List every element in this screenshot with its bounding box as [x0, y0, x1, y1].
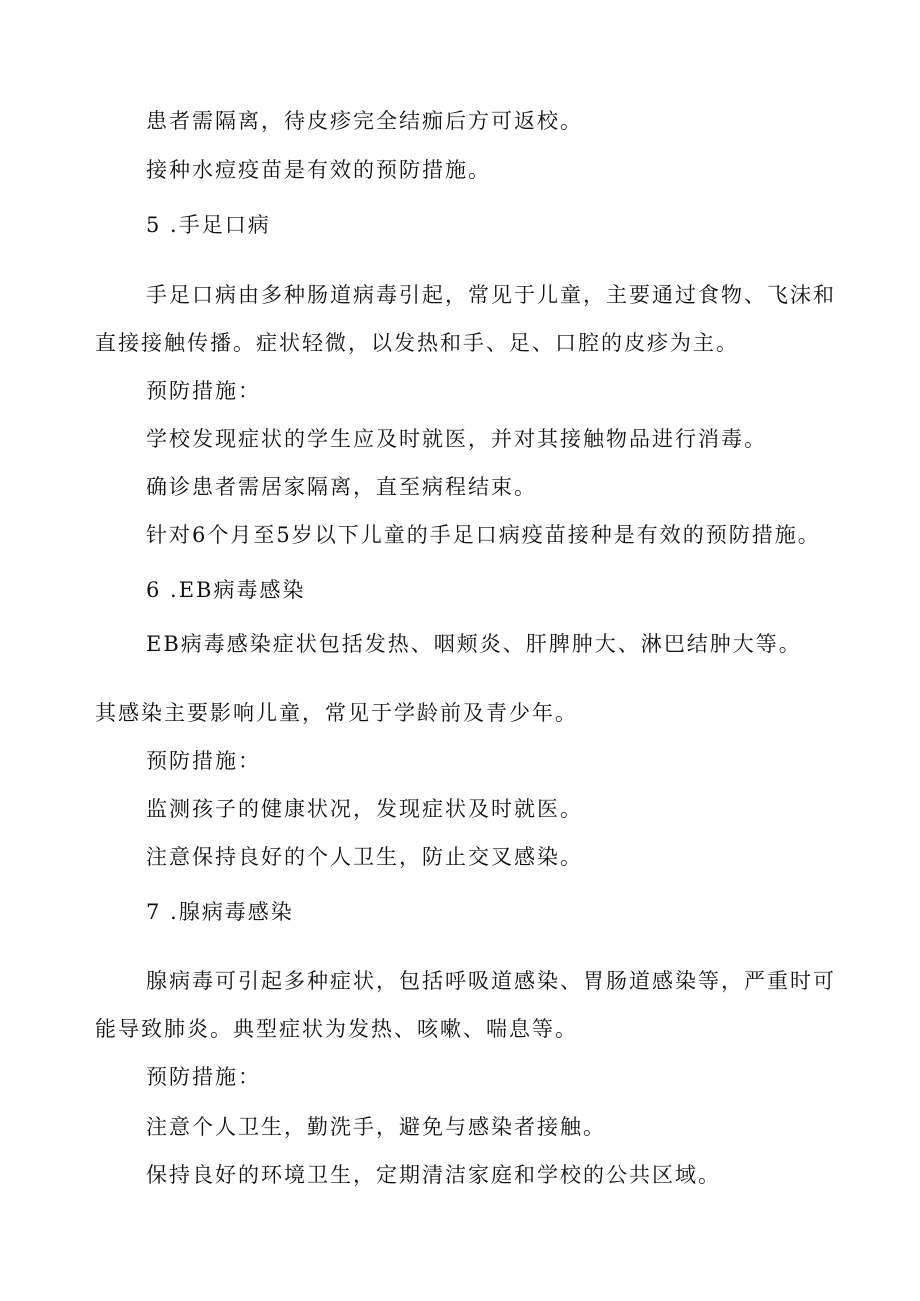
- paragraph-line: 保持良好的环境卫生，定期清洁家庭和学校的公共区域。: [146, 1163, 721, 1187]
- paragraph-line: 其感染主要影响儿童，常见于学龄前及青少年。: [95, 701, 578, 725]
- section-heading: 5 .手足口病: [146, 213, 271, 237]
- paragraph-line: 接种水痘疫苗是有效的预防措施。: [146, 158, 491, 182]
- paragraph-line: 患者需隔离，待皮疹完全结痂后方可返校。: [146, 109, 583, 133]
- paragraph-line: 能导致肺炎。典型症状为发热、咳嗽、喘息等。: [95, 1017, 578, 1041]
- paragraph-line: 注意个人卫生，勤洗手，避免与感染者接触。: [146, 1115, 606, 1139]
- paragraph-line: 针对6个月至5岁以下儿童的手足口病疫苗接种是有效的预防措施。: [146, 523, 821, 547]
- subheading: 预防措施：: [146, 379, 261, 403]
- paragraph-line: 监测孩子的健康状况，发现症状及时就医。: [146, 797, 583, 821]
- paragraph-line: 手足口病由多种肠道病毒引起，常见于儿童，主要通过食物、飞沫和: [146, 283, 836, 307]
- section-heading: 7 .腺病毒感染: [146, 900, 294, 924]
- subheading: 预防措施：: [146, 749, 261, 773]
- paragraph-line: 腺病毒可引起多种症状，包括呼吸道感染、胃肠道感染等，严重时可: [146, 969, 836, 993]
- section-heading: 6 .EB病毒感染: [146, 578, 306, 602]
- subheading: 预防措施：: [146, 1065, 261, 1089]
- paragraph-line: EB病毒感染症状包括发热、咽颊炎、肝脾肿大、淋巴结肿大等。: [146, 632, 802, 656]
- paragraph-line: 确诊患者需居家隔离，直至病程结束。: [146, 475, 537, 499]
- paragraph-line: 学校发现症状的学生应及时就医，并对其接触物品进行消毒。: [146, 427, 767, 451]
- paragraph-line: 注意保持良好的个人卫生，防止交叉感染。: [146, 845, 583, 869]
- paragraph-line: 直接接触传播。症状轻微，以发热和手、足、口腔的皮疹为主。: [95, 331, 739, 355]
